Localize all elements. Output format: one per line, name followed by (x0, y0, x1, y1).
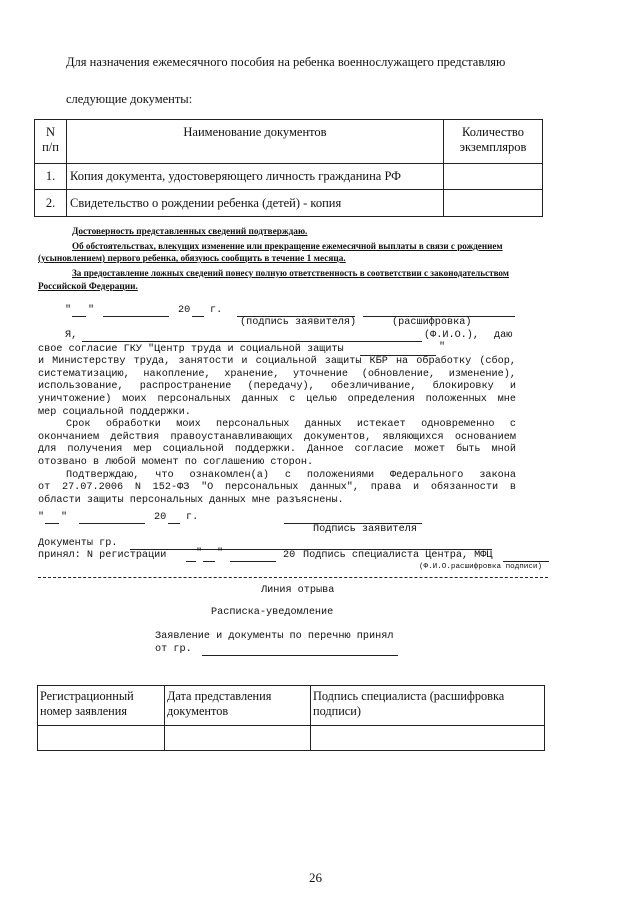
acceptance-q2: " (217, 548, 224, 559)
acceptance-q1: " (196, 548, 203, 559)
reg-header-date-l2: документов (167, 704, 229, 718)
row-name: Копия документа, удостоверяющего личность гражданина РФ (67, 164, 444, 190)
documents-table (34, 119, 543, 217)
row-num: 2. (35, 190, 67, 217)
consent-line-1: свое согласие ГКУ "Центр труда и социальной защиты (38, 344, 344, 355)
row-num: 1. (35, 164, 67, 190)
row-count (444, 190, 543, 217)
consent-p3-line-2: от 27.07.2006 N 152-ФЗ "О персональных данных", права и обязанности в (38, 482, 516, 493)
sign2-quote-close: " (61, 512, 68, 523)
notice-line-4: За предоставление ложных сведений понесу полную ответственность в соответствии с законодательством (72, 268, 509, 278)
consent-p3-line-3: области защиты персональных данных мне разъяснены. (38, 495, 344, 506)
sign2-year-suffix: г. (186, 512, 199, 523)
acceptance-spec: Подпись специалиста Центра, МФЦ (303, 550, 493, 561)
consent-p2-line-1: Срок обработки моих персональных данных истекает одновременно с (66, 419, 516, 430)
consent-p3-line-1: Подтверждаю, что ознакомлен(а) с положениями Федерального закона (66, 470, 516, 481)
sign2-quote-open: " (38, 512, 45, 523)
acceptance-year: 20 (283, 550, 296, 561)
receipt-line-2: от гр. (155, 644, 192, 655)
receipt-line-1: Заявление и документы по перечню принял (155, 631, 394, 642)
consent-p2-line-4: отозвано в любой момент по соглашению сторон. (38, 457, 314, 468)
reg-cell-number (38, 726, 165, 751)
sign1-quote-close: " (88, 305, 95, 316)
sign1-year-suffix: г. (210, 305, 223, 316)
acceptance-accepted: принял: N регистрации (38, 550, 167, 561)
header-count-line2: экземпляров (459, 140, 527, 154)
reg-header-sign-l2: подписи) (313, 704, 361, 718)
sign1-year: 20 (178, 305, 191, 316)
table-row (38, 726, 545, 751)
header-num-line2: п/п (42, 140, 59, 154)
notice-line-2: Об обстоятельствах, влекущих изменение или прекращение ежемесячной выплаты в связи с рождением (72, 241, 503, 251)
sign1-quote-open: " (65, 305, 72, 316)
row-count (444, 164, 543, 190)
reg-cell-date (165, 726, 311, 751)
header-count (444, 120, 543, 164)
acceptance-fio-note: (Ф.И.О.расшифровка подписи) (419, 563, 543, 571)
table-row (35, 164, 543, 190)
sign2-label: Подпись заявителя (313, 524, 417, 535)
reg-header-number (38, 686, 165, 726)
sign1-label-sign: (подпись заявителя) (240, 317, 357, 328)
intro-line-1: Для назначения ежемесячного пособия на ребенка военнослужащего представляю (66, 55, 506, 69)
registration-header (38, 686, 545, 726)
consent-line-2: и Министерству труда, занятости и социальной защиты КБР на обработку (сбор, (38, 356, 516, 367)
reg-header-sign (311, 686, 545, 726)
header-name: Наименование документов (67, 120, 444, 164)
consent-dayu: даю (494, 330, 513, 341)
header-num (35, 120, 67, 164)
acceptance-docs: Документы гр. (38, 538, 118, 549)
reg-header-number-l1: Регистрационный (40, 689, 134, 703)
consent-line-3: систематизацию, накопление, хранение, уточнение (обновление, изменение), (38, 369, 516, 380)
table-row (35, 190, 543, 217)
sign2-year: 20 (154, 512, 167, 523)
receipt-title: Расписка-уведомление (211, 607, 334, 618)
notice-line-1: Достоверность представленных сведений подтверждаю. (72, 227, 308, 237)
reg-header-sign-l1: Подпись специалиста (расшифровка (313, 689, 505, 703)
consent-line-5: уничтожение) моих персональных данных с целью определения положенных мне (38, 394, 516, 405)
consent-ya: Я, (65, 330, 78, 341)
reg-header-number-l2: номер заявления (40, 704, 127, 718)
notice-line-5: Российской Федерации. (38, 282, 138, 292)
sign1-label-decode: (расшифровка) (392, 317, 472, 328)
consent-fio: (Ф.И.О.), (424, 330, 480, 341)
documents-table-header (35, 120, 543, 164)
header-num-line1: N (45, 125, 56, 139)
tear-line (38, 577, 548, 578)
consent-p2-line-3: для получения мер социальной поддержки. Данное согласие может быть мной (38, 444, 516, 455)
consent-line-6: мер социальной поддержки. (38, 407, 191, 418)
reg-header-date (165, 686, 311, 726)
reg-cell-sign (311, 726, 545, 751)
reg-header-date-l1: Дата представления (167, 689, 272, 703)
header-count-line1: Количество (462, 125, 524, 139)
intro-line-2: следующие документы: (66, 92, 193, 106)
consent-line-4: использование, распространение (передачу), обезличивание, блокировку и (38, 381, 516, 392)
page-number: 26 (309, 870, 322, 885)
consent-line-1-quote: " (439, 342, 446, 353)
consent-p2-line-2: окончанием действия правоустанавливающих документов, являющихся основанием (38, 432, 516, 443)
notice-line-3: (усыновлением) первого ребенка, обязуюсь сообщить в течение 1 месяца. (38, 254, 346, 264)
row-name: Свидетельство о рождении ребенка (детей) - копия (67, 190, 444, 217)
registration-table (37, 685, 545, 751)
tear-line-label: Линия отрыва (261, 585, 335, 596)
